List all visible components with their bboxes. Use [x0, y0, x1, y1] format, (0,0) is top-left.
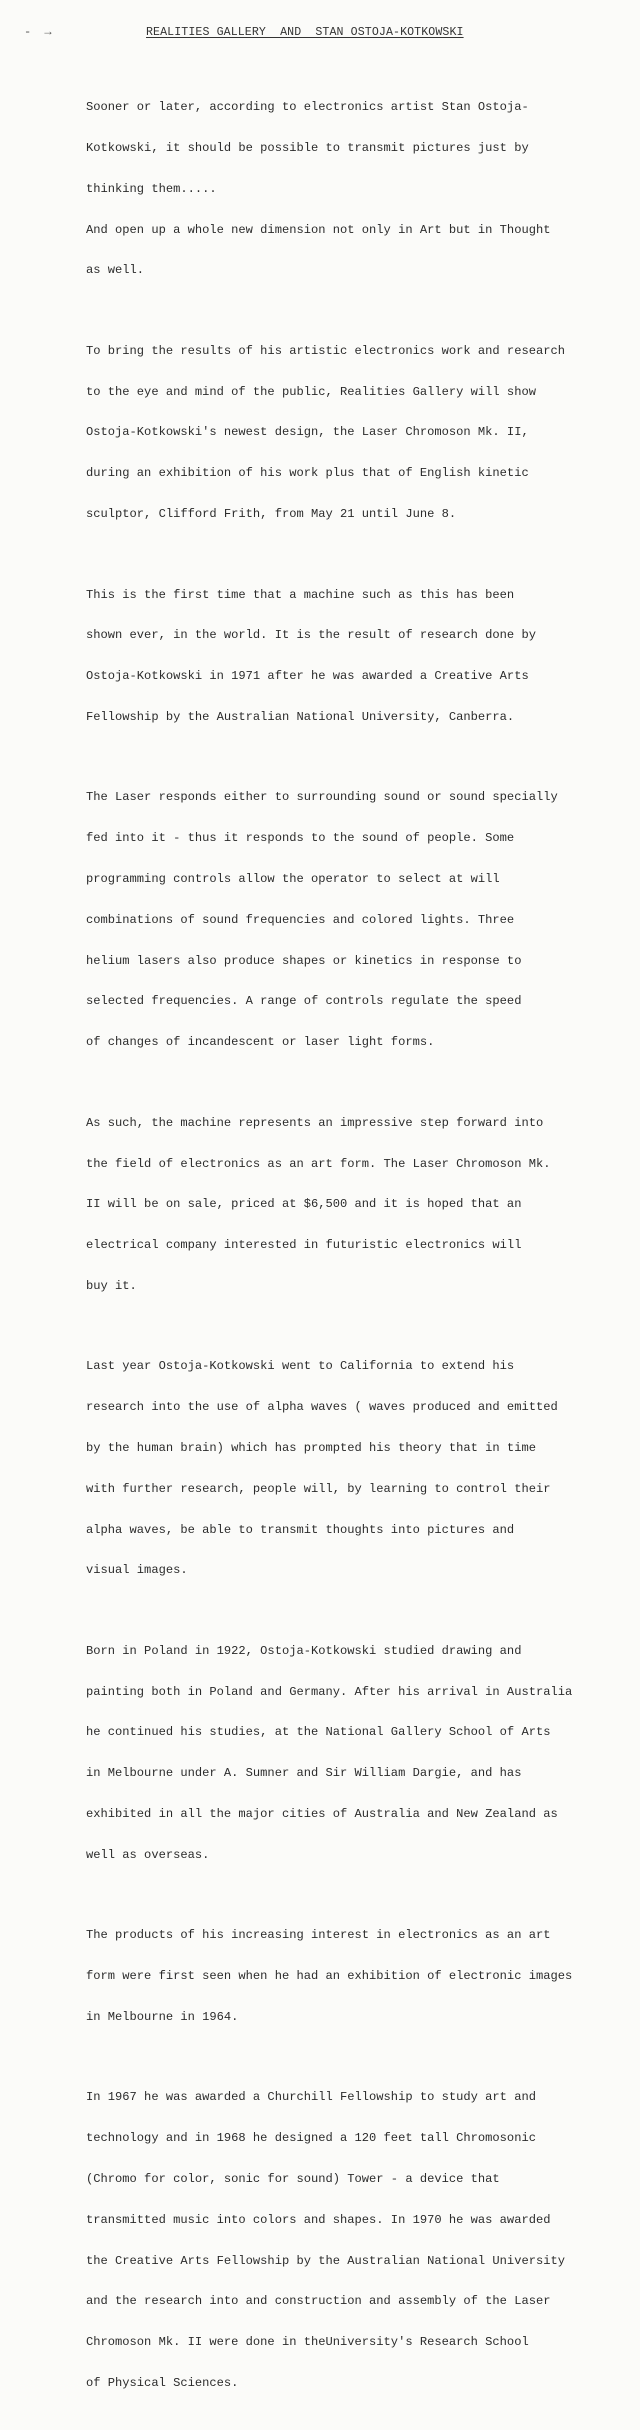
text-line: Ostoja-Kotkowski's newest design, the Laser Chromoson Mk. II,	[86, 425, 529, 440]
text-line: well as overseas.	[86, 1847, 210, 1862]
text-line: of changes of incandescent or laser light forms.	[86, 1035, 435, 1050]
text-line: technology and in 1968 he designed a 120 feet tall Chromosonic	[86, 2131, 536, 2146]
text-line: research into the use of alpha waves ( waves produced and emitted	[86, 1400, 558, 1415]
paragraph-first-time	[86, 561, 606, 751]
text-line: painting both in Poland and Germany. After his arrival in Australia	[86, 1684, 573, 1699]
text-line: Fellowship by the Australian National University, Canberra.	[86, 709, 515, 724]
text-line: transmitted music into colors and shapes. In 1970 he was awarded	[86, 2212, 551, 2227]
text-line: with further research, people will, by learning to control their	[86, 1481, 551, 1496]
text-line: in Melbourne under A. Sumner and Sir William Dargie, and has	[86, 1766, 522, 1781]
text-line: buy it.	[86, 1278, 137, 1293]
text-line: Last year Ostoja-Kotkowski went to California to extend his	[86, 1359, 515, 1374]
text-line: sculptor, Clifford Frith, from May 21 until June 8.	[86, 507, 457, 521]
text-line: In 1967 he was awarded a Churchill Fellowship to study art and	[86, 2090, 536, 2105]
text-line: of Physical Sciences.	[86, 2375, 239, 2390]
text-line: And open up a whole new dimension not only in Art but in Thought	[86, 222, 551, 237]
text-line: Chromoson Mk. II were done in theUniversity's Research School	[86, 2335, 529, 2350]
text-line: the Creative Arts Fellowship by the Australian National University	[86, 2253, 565, 2268]
paragraph-intro	[86, 74, 606, 305]
paragraph-exhibition	[86, 318, 606, 549]
text-line: This is the first time that a machine such as this has been	[86, 587, 515, 602]
text-line: (Chromo for color, sonic for sound) Tower - a device that	[86, 2172, 500, 2187]
text-line: thinking them.....	[86, 181, 217, 196]
paragraph-laser-responds	[86, 764, 606, 1077]
text-line: To bring the results of his artistic electronics work and research	[86, 343, 565, 358]
paragraph-step-forward	[86, 1090, 606, 1321]
document-body	[86, 74, 606, 2430]
text-line: shown ever, in the world. It is the result of research done by	[86, 628, 536, 643]
paragraph-california	[86, 1333, 606, 1605]
text-line: Sooner or later, according to electronics artist Stan Ostoja-	[86, 100, 529, 115]
text-line: Born in Poland in 1922, Ostoja-Kotkowski studied drawing and	[86, 1643, 522, 1658]
text-line: the field of electronics as an art form. The Laser Chromoson Mk.	[86, 1156, 551, 1171]
text-line: during an exhibition of his work plus that of English kinetic	[86, 466, 529, 481]
text-line: The Laser responds either to surrounding sound or sound specially	[86, 790, 558, 805]
text-line: form were first seen when he had an exhibition of electronic images	[86, 1969, 573, 1984]
text-line: and the research into and construction and assembly of the Laser	[86, 2294, 551, 2309]
text-line: Kotkowski, it should be possible to transmit pictures just by	[86, 140, 529, 155]
paragraph-biography	[86, 1618, 606, 1890]
paragraph-electronics-interest	[86, 1902, 606, 2052]
text-line: selected frequencies. A range of controls regulate the speed	[86, 994, 522, 1009]
text-line: he continued his studies, at the National Gallery School of Arts	[86, 1725, 551, 1740]
text-line: programming controls allow the operator to select at will	[86, 872, 500, 887]
text-line: Ostoja-Kotkowski in 1971 after he was awarded a Creative Arts	[86, 669, 529, 684]
text-line: II will be on sale, priced at $6,500 and it is hoped that an	[86, 1197, 522, 1212]
text-line: combinations of sound frequencies and colored lights. Three	[86, 912, 515, 927]
text-line: fed into it - thus it responds to the sound of people. Some	[86, 831, 515, 846]
text-line: The products of his increasing interest in electronics as an art	[86, 1928, 551, 1943]
text-line: in Melbourne in 1964.	[86, 2009, 239, 2024]
text-line: electrical company interested in futuristic electronics will	[86, 1238, 522, 1253]
text-line: visual images.	[86, 1563, 188, 1578]
margin-mark: - →	[24, 25, 55, 39]
text-line: As such, the machine represents an impressive step forward into	[86, 1115, 544, 1130]
paragraph-fellowship	[86, 2064, 606, 2417]
text-line: exhibited in all the major cities of Australia and New Zealand as	[86, 1807, 558, 1821]
text-line: as well.	[86, 263, 145, 278]
document-title: REALITIES GALLERY AND STAN OSTOJA-KOTKOWSKI	[146, 26, 464, 39]
text-line: to the eye and mind of the public, Realities Gallery will show	[86, 384, 536, 399]
text-line: helium lasers also produce shapes or kinetics in response to	[86, 953, 522, 968]
text-line: by the human brain) which has prompted his theory that in time	[86, 1440, 536, 1455]
text-line: alpha waves, be able to transmit thoughts into pictures and	[86, 1522, 515, 1537]
